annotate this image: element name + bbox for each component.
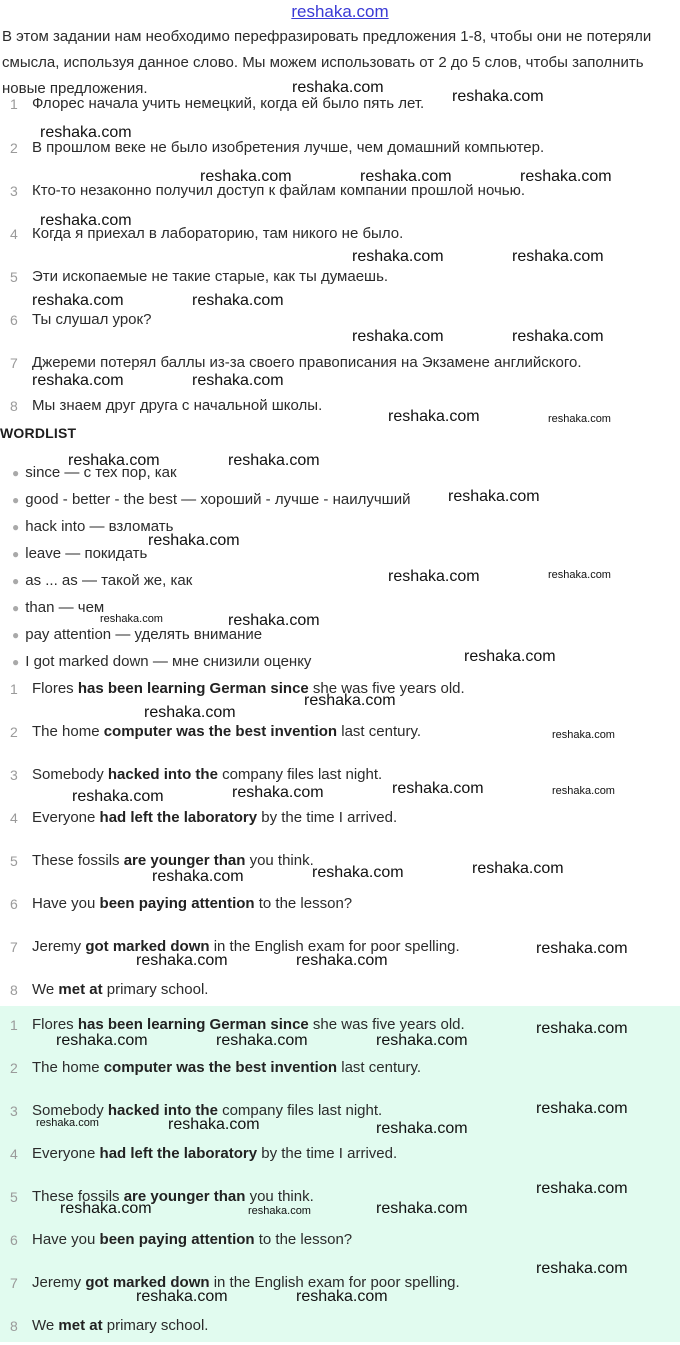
answer-text: [32, 893, 352, 915]
answer-pre: Have you: [32, 895, 100, 912]
answer-key: are younger than: [123, 1188, 246, 1205]
answer-pre: Flores: [32, 1016, 78, 1033]
wordlist-item: [12, 570, 192, 592]
answer-pre: Jeremy: [32, 1274, 86, 1291]
answer-key: computer was the best invention: [103, 723, 338, 740]
watermark: reshaka.com: [548, 413, 611, 425]
task-sentence-1: [0, 93, 680, 123]
wordlist-item-text: as ... as — такой же, как: [25, 572, 193, 589]
watermark: reshaka.com: [228, 452, 320, 469]
item-number: 4: [10, 226, 18, 242]
watermark: reshaka.com: [40, 124, 132, 141]
answer-key: computer was the best invention: [103, 1059, 338, 1076]
watermark: reshaka.com: [452, 88, 544, 105]
answer-pre: Everyone: [32, 1145, 100, 1162]
answer-post: in the English exam for poor spelling.: [209, 1274, 460, 1291]
answer-key-row-4: [0, 1143, 680, 1173]
watermark: reshaka.com: [32, 292, 124, 309]
sentence-text: Эти ископаемые не такие старые, как ты думаешь.: [32, 268, 389, 285]
watermark: reshaka.com: [304, 692, 396, 709]
watermark: reshaka.com: [136, 952, 228, 969]
watermark: reshaka.com: [292, 79, 384, 96]
watermark: reshaka.com: [228, 612, 320, 629]
wordlist-item: [12, 543, 147, 565]
sentence-text: Джереми потерял баллы из-за своего правописания на Экзамене английского.: [32, 354, 582, 371]
watermark: reshaka.com: [200, 168, 292, 185]
item-number: 8: [10, 982, 18, 998]
item-number: 7: [10, 1275, 18, 1291]
sentence-text: Кто-то незаконно получил доступ к файлам компании прошлой ночью.: [32, 182, 526, 199]
item-number: 3: [10, 183, 18, 199]
item-number: 2: [10, 1060, 18, 1076]
answer-pre: Flores: [32, 680, 78, 697]
answer-pre: These fossils: [32, 1188, 124, 1205]
answer-post: by the time I arrived.: [257, 809, 398, 826]
answer-post: by the time I arrived.: [257, 1145, 398, 1162]
bullet-icon: ●: [12, 520, 20, 534]
watermark: reshaka.com: [312, 864, 404, 881]
answer-post: primary school.: [102, 1317, 209, 1334]
watermark: reshaka.com: [536, 1020, 628, 1037]
watermark: reshaka.com: [520, 168, 612, 185]
watermark: reshaka.com: [296, 1288, 388, 1305]
watermark: reshaka.com: [56, 1032, 148, 1049]
wordlist-item-text: hack into — взломать: [25, 518, 174, 535]
watermark: reshaka.com: [536, 940, 628, 957]
watermark: reshaka.com: [32, 372, 124, 389]
watermark: reshaka.com: [36, 1117, 99, 1129]
sentence-text: В прошлом веке не было изобретения лучше, чем домашний компьютер.: [32, 139, 545, 156]
answer-pre: Have you: [32, 1231, 100, 1248]
answer-key-row-2: [0, 1057, 680, 1087]
answer-key: hacked into the: [107, 1102, 218, 1119]
watermark: reshaka.com: [376, 1032, 468, 1049]
item-number: 7: [10, 355, 18, 371]
answer-text: [32, 1143, 397, 1165]
answer-post: last century.: [337, 1059, 422, 1076]
answer-key-row-6: [0, 1229, 680, 1259]
answer-post: to the lesson?: [254, 895, 353, 912]
answer-key: met at: [58, 981, 103, 998]
wordlist-item-text: I got marked down — мне снизили оценку: [25, 653, 312, 670]
wordlist-item-text: good - better - the best — хороший - лучше - наилучший: [25, 491, 411, 508]
answer-post: you think.: [245, 1188, 314, 1205]
item-number: 6: [10, 1232, 18, 1248]
watermark: reshaka.com: [216, 1032, 308, 1049]
item-number: 2: [10, 724, 18, 740]
watermark: reshaka.com: [136, 1288, 228, 1305]
answer-pre: Jeremy: [32, 938, 86, 955]
wordlist-item: [12, 624, 262, 646]
answer-row-8: [0, 979, 680, 1009]
answer-pre: These fossils: [32, 852, 124, 869]
watermark: reshaka.com: [512, 248, 604, 265]
answer-post: company files last night.: [217, 766, 383, 783]
item-number: 6: [10, 896, 18, 912]
watermark: reshaka.com: [388, 408, 480, 425]
watermark: reshaka.com: [388, 568, 480, 585]
watermark: reshaka.com: [352, 328, 444, 345]
wordlist-item: [12, 651, 311, 673]
bullet-icon: ●: [12, 574, 20, 588]
answer-post: you think.: [245, 852, 314, 869]
answer-post: last century.: [337, 723, 422, 740]
watermark: reshaka.com: [536, 1260, 628, 1277]
watermark: reshaka.com: [248, 1205, 311, 1217]
wordlist-item-text: leave — покидать: [25, 545, 148, 562]
sentence-text: Флорес начала учить немецкий, когда ей было пять лет.: [32, 95, 425, 112]
item-number: 7: [10, 939, 18, 955]
bullet-icon: ●: [12, 547, 20, 561]
answer-pre: Somebody: [32, 766, 108, 783]
watermark: reshaka.com: [72, 788, 164, 805]
watermark: reshaka.com: [232, 784, 324, 801]
answer-key: are younger than: [123, 852, 246, 869]
answer-key: been paying attention: [99, 1231, 255, 1248]
item-number: 2: [10, 140, 18, 156]
answer-key: had left the laboratory: [99, 809, 258, 826]
watermark: reshaka.com: [148, 532, 240, 549]
wordlist-item-text: than — чем: [25, 599, 105, 616]
watermark: reshaka.com: [376, 1120, 468, 1137]
answer-pre: Everyone: [32, 809, 100, 826]
wordlist-item-text: pay attention — уделять внимание: [25, 626, 263, 643]
watermark: reshaka.com: [60, 1200, 152, 1217]
bullet-icon: ●: [12, 628, 20, 642]
wordlist-item: [12, 597, 104, 619]
item-number: 5: [10, 853, 18, 869]
sentence-text: Мы знаем друг друга с начальной школы.: [32, 397, 323, 414]
answer-key: been paying attention: [99, 895, 255, 912]
answer-key: had left the laboratory: [99, 1145, 258, 1162]
watermark: reshaka.com: [392, 780, 484, 797]
answer-pre: The home: [32, 1059, 104, 1076]
answer-text: [32, 1057, 421, 1079]
answer-text: [32, 979, 208, 1001]
watermark: reshaka.com: [152, 868, 244, 885]
watermark: reshaka.com: [40, 212, 132, 229]
watermark: reshaka.com: [552, 729, 615, 741]
watermark: reshaka.com: [536, 1180, 628, 1197]
answer-key: got marked down: [85, 938, 210, 955]
answer-row-4: [0, 807, 680, 837]
answer-text: [32, 1315, 208, 1337]
answer-post: in the English exam for poor spelling.: [209, 938, 460, 955]
wordlist-item-text: since — с тех пор, как: [25, 464, 177, 481]
item-number: 4: [10, 810, 18, 826]
wordlist-item: [12, 489, 410, 511]
item-number: 1: [10, 96, 18, 112]
answer-text: [32, 1229, 352, 1251]
answer-post: to the lesson?: [254, 1231, 353, 1248]
answer-post: she was five years old.: [308, 680, 465, 697]
answer-post: she was five years old.: [308, 1016, 465, 1033]
answer-key: got marked down: [85, 1274, 210, 1291]
answer-text: [32, 678, 465, 700]
watermark: reshaka.com: [168, 1116, 260, 1133]
answer-post: company files last night.: [217, 1102, 383, 1119]
watermark: reshaka.com: [144, 704, 236, 721]
wordlist-title: WORDLIST: [0, 425, 77, 441]
sentence-text: Когда я приехал в лабораторию, там никого не было.: [32, 225, 404, 242]
bullet-icon: ●: [12, 493, 20, 507]
watermark: reshaka.com: [552, 785, 615, 797]
answer-row-6: [0, 893, 680, 923]
watermark: reshaka.com: [192, 372, 284, 389]
bullet-icon: ●: [12, 655, 20, 669]
answer-text: [32, 764, 382, 786]
watermark: reshaka.com: [296, 952, 388, 969]
watermark: reshaka.com: [360, 168, 452, 185]
answer-text: [32, 807, 397, 829]
item-number: 3: [10, 1103, 18, 1119]
site-link[interactable]: reshaka.com: [291, 2, 389, 21]
item-number: 8: [10, 1318, 18, 1334]
intro-text: В этом задании нам необходимо перефразировать предложения 1-8, чтобы они не потеряли смысла, используя данное слово. Мы можем использовать от 2 до 5 слов, чтобы заполнить новые предложения.: [2, 28, 652, 97]
bullet-icon: ●: [12, 466, 20, 480]
answer-pre: We: [32, 1317, 59, 1334]
watermark: reshaka.com: [100, 613, 163, 625]
answer-pre: We: [32, 981, 59, 998]
item-number: 6: [10, 312, 18, 328]
answer-text: [32, 721, 421, 743]
watermark: reshaka.com: [68, 452, 160, 469]
item-number: 5: [10, 1189, 18, 1205]
watermark: reshaka.com: [548, 569, 611, 581]
sentence-text: Ты слушал урок?: [32, 311, 152, 328]
item-number: 3: [10, 767, 18, 783]
answer-post: primary school.: [102, 981, 209, 998]
answer-pre: The home: [32, 723, 104, 740]
item-number: 1: [10, 1017, 18, 1033]
item-number: 5: [10, 269, 18, 285]
answer-key: has been learning German since: [77, 1016, 309, 1033]
item-number: 4: [10, 1146, 18, 1162]
watermark: reshaka.com: [536, 1100, 628, 1117]
answer-key: met at: [58, 1317, 103, 1334]
item-number: 1: [10, 681, 18, 697]
bullet-icon: ●: [12, 601, 20, 615]
answer-key: hacked into the: [107, 766, 218, 783]
watermark: reshaka.com: [376, 1200, 468, 1217]
watermark: reshaka.com: [352, 248, 444, 265]
watermark: reshaka.com: [192, 292, 284, 309]
watermark: reshaka.com: [512, 328, 604, 345]
watermark: reshaka.com: [448, 488, 540, 505]
watermark: reshaka.com: [472, 860, 564, 877]
answer-text: [32, 936, 460, 958]
item-number: 8: [10, 398, 18, 414]
answer-key: has been learning German since: [77, 680, 309, 697]
watermark: reshaka.com: [464, 648, 556, 665]
answer-text: [32, 1272, 460, 1294]
answer-key-row-8: [0, 1315, 680, 1345]
answer-pre: Somebody: [32, 1102, 108, 1119]
